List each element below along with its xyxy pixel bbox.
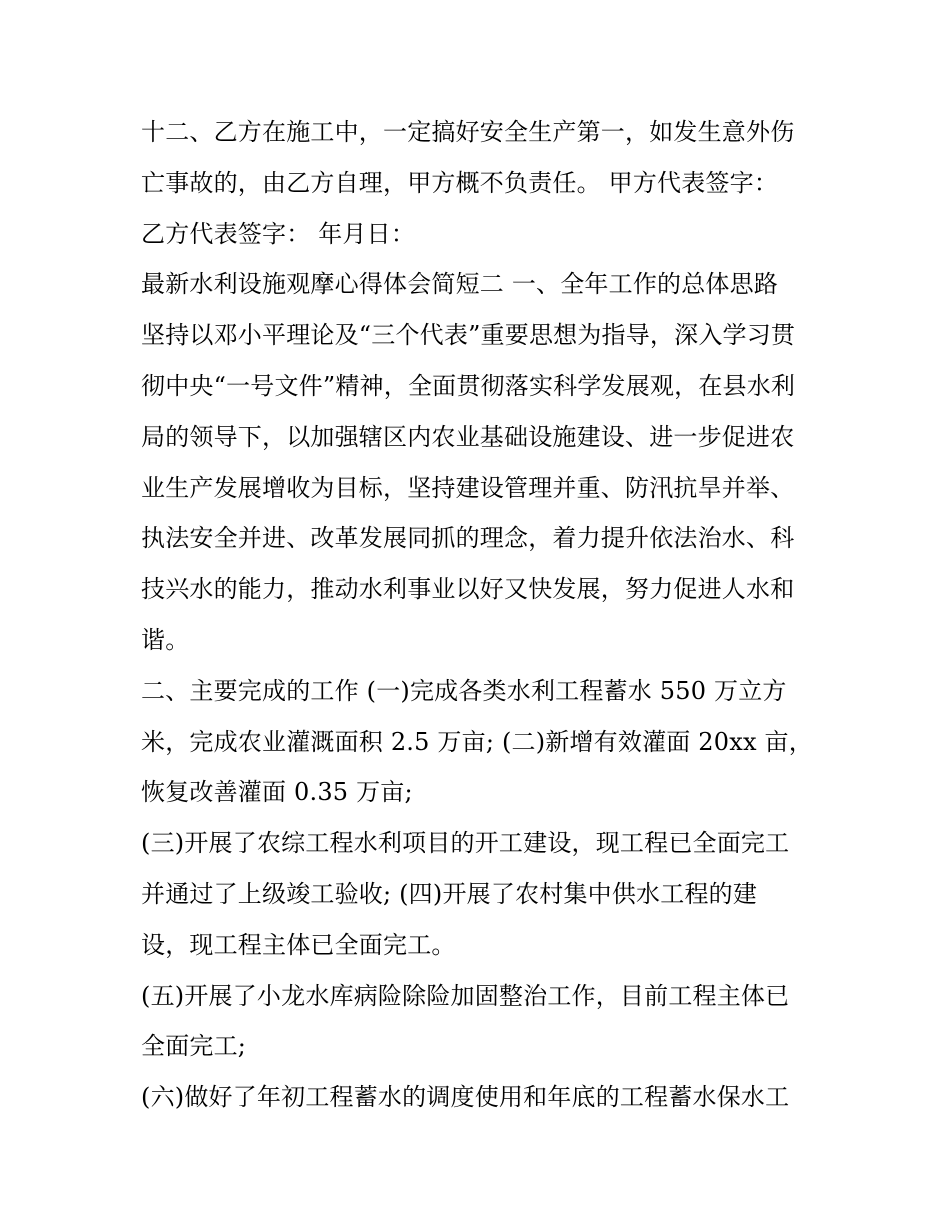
text-line: (六)做好了年初工程蓄水的调度使用和年底的工程蓄水保水工 — [141, 1083, 790, 1112]
text-line: 设，现工程主体已全面完工。 — [141, 930, 456, 959]
text-line: 坚持以邓小平理论及“三个代表”重要思想为指导，深入学习贯 — [141, 321, 796, 350]
text-line: 全面完工; — [141, 1032, 247, 1061]
text-line: (三)开展了农综工程水利项目的开工建设，现工程已全面完工 — [141, 829, 790, 858]
text-line: 并通过了上级竣工验收; (四)开展了农村集中供水工程的建 — [141, 879, 758, 908]
text-line: 谐。 — [141, 625, 190, 654]
text-line: 业生产发展增收为目标，坚持建设管理并重、防汛抗旱并举、 — [141, 473, 795, 502]
text-line: 亡事故的，由乙方自理，甲方概不负责任。 甲方代表签字： — [141, 168, 779, 197]
text-line: 米，完成农业灌溉面积 2.5 万亩; (二)新增有效灌面 20xx 亩， — [141, 727, 813, 756]
text-line: 二、主要完成的工作 (一)完成各类水利工程蓄水 550 万立方 — [141, 676, 787, 705]
text-line: 最新水利设施观摩心得体会简短二 一、全年工作的总体思路 — [141, 270, 779, 299]
text-line: 执法安全并进、改革发展同抓的理念，着力提升依法治水、科 — [141, 524, 795, 553]
text-line: 局的领导下，以加强辖区内农业基础设施建设、进一步促进农 — [141, 422, 795, 451]
text-line: 恢复改善灌面 0.35 万亩; — [141, 778, 413, 807]
text-line: (五)开展了小龙水库病险除险加固整治工作，目前工程主体已 — [141, 981, 790, 1010]
text-line: 技兴水的能力，推动水利事业以好又快发展，努力促进人水和 — [141, 575, 795, 604]
text-line: 乙方代表签字： 年月日： — [141, 219, 416, 248]
text-line: 十二、乙方在施工中，一定搞好安全生产第一，如发生意外伤 — [141, 118, 795, 146]
document-body — [141, 107, 821, 1123]
text-line: 彻中央“一号文件”精神，全面贯彻落实科学发展观，在县水利 — [141, 371, 796, 400]
